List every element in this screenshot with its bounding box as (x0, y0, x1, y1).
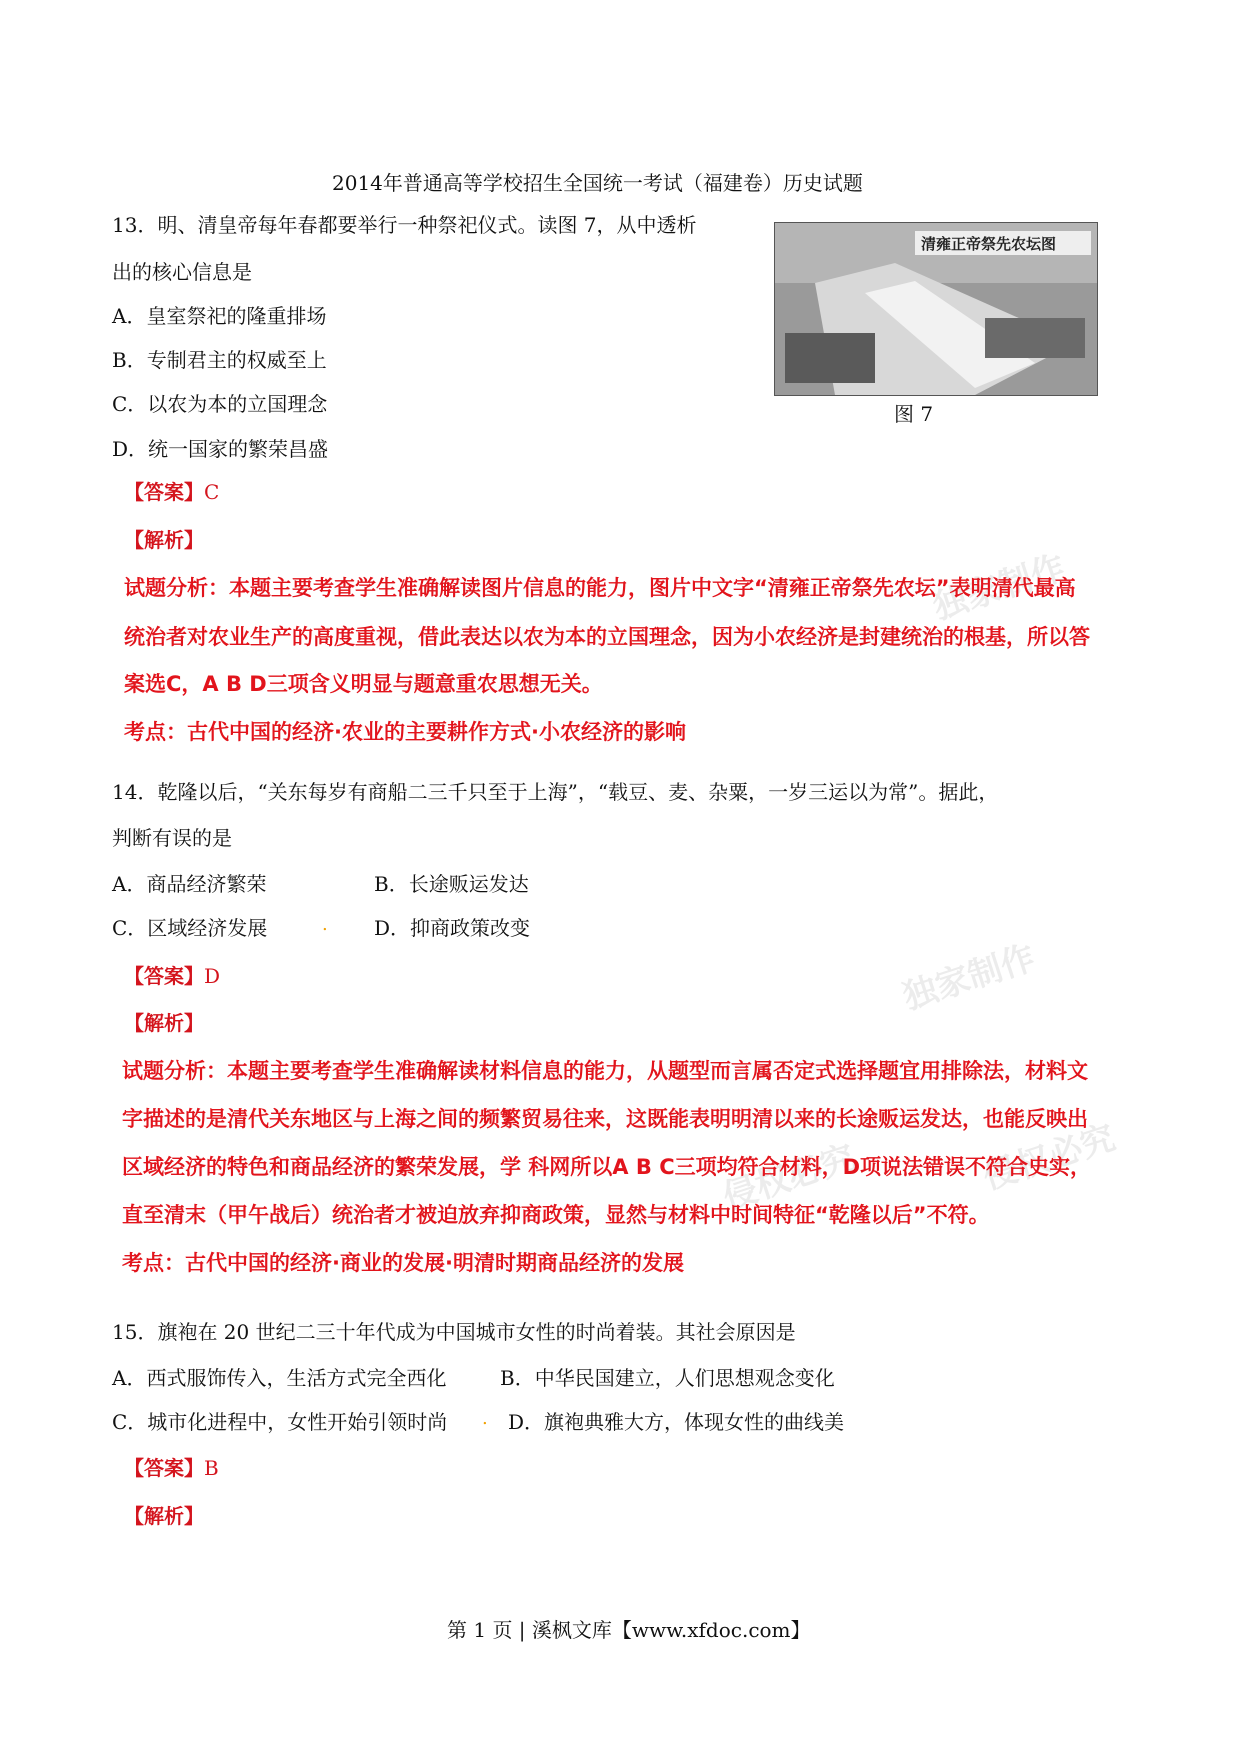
q15-answer (124, 1452, 219, 1481)
q13-answer (124, 476, 219, 505)
watermark: 侵权必究 (978, 1117, 1120, 1198)
answer-label: 【答案】 (124, 480, 204, 504)
figure-7-image (774, 222, 1098, 396)
q14-answer (124, 960, 220, 989)
q15-analysis-label: 【解析】 (124, 1504, 204, 1528)
page-footer: 第 1 页 | 溪枫文库【www.xfdoc.com】 (447, 1618, 811, 1642)
answer-label: 【答案】 (124, 1456, 204, 1480)
q13-option-c: C．以农为本的立国理念 (112, 392, 328, 416)
q14-analysis-label: 【解析】 (124, 1011, 204, 1035)
q14-analysis-line: 字描述的是清代关东地区与上海之间的频繁贸易往来，这既能表明明清以来的长途贩运发达，也能反映出 (122, 1107, 1088, 1131)
q15-option-b: B．中华民国建立，人们思想观念变化 (500, 1366, 835, 1390)
decorative-dot: . (322, 914, 328, 935)
figure-7-inner-title: 清雍正帝祭先农坛图 (921, 235, 1057, 253)
q15-option-a: A．西式服饰传入，生活方式完全西化 (112, 1366, 447, 1390)
q15-stem: 15．旗袍在 20 世纪二三十年代成为中国城市女性的时尚着装。其社会原因是 (112, 1320, 796, 1344)
watermark: 独家制作 (928, 547, 1070, 628)
q14-option-b: B．长途贩运发达 (374, 872, 529, 896)
answer-label: 【答案】 (124, 964, 204, 988)
q14-option-a: A．商品经济繁荣 (112, 872, 267, 896)
q14-analysis-line: 直至清末（甲午战后）统治者才被迫放弃抑商政策，显然与材料中时间特征“乾隆以后”不符。 (122, 1203, 990, 1227)
decorative-dot: . (482, 1408, 488, 1429)
q13-kaodian: 考点：古代中国的经济·农业的主要耕作方式·小农经济的影响 (124, 720, 686, 744)
q15-option-d: D．旗袍典雅大方，体现女性的曲线美 (508, 1410, 845, 1434)
q13-option-b: B．专制君主的权威至上 (112, 348, 327, 372)
page-title: 2014年普通高等学校招生全国统一考试（福建卷）历史试题 (332, 171, 863, 195)
q15-option-c: C．城市化进程中，女性开始引领时尚 (112, 1410, 448, 1434)
q14-stem: 14．乾隆以后，“关东每岁有商船二三千只至于上海”，“载豆、麦、杂粟，一岁三运以为常”。据此， (112, 780, 999, 804)
watermark: 独家制作 (898, 937, 1040, 1018)
q13-analysis-line: 试题分析：本题主要考查学生准确解读图片信息的能力，图片中文字“清雍正帝祭先农坛”表明清代最高 (124, 576, 1076, 600)
q13-analysis-line: 统治者对农业生产的高度重视，借此表达以农为本的立国理念，因为小农经济是封建统治的根基，所以答 (124, 625, 1090, 649)
q13-analysis-label: 【解析】 (124, 528, 204, 552)
answer-value: D (204, 964, 221, 988)
q14-stem-2: 判断有误的是 (112, 826, 232, 850)
figure-7-caption: 图 7 (894, 402, 934, 426)
q13-stem: 13．明、清皇帝每年春都要举行一种祭祀仪式。读图 7，从中透析 (112, 213, 697, 237)
answer-value: C (204, 480, 220, 504)
watermark: 侵权必究 (718, 1137, 860, 1218)
q14-option-d: D．抑商政策改变 (374, 916, 531, 940)
q13-option-a: A．皇室祭祀的隆重排场 (112, 304, 327, 328)
q14-analysis-line: 试题分析：本题主要考查学生准确解读材料信息的能力，从题型而言属否定式选择题宜用排除法，材料文 (122, 1059, 1088, 1083)
q13-option-d: D．统一国家的繁荣昌盛 (112, 437, 329, 461)
answer-value: B (204, 1456, 219, 1480)
q14-kaodian: 考点：古代中国的经济·商业的发展·明清时期商品经济的发展 (122, 1251, 684, 1275)
q14-option-c: C．区域经济发展 (112, 916, 268, 940)
q13-analysis-line: 案选C，A B D三项含义明显与题意重农思想无关。 (124, 672, 603, 696)
q14-analysis-line: 区域经济的特色和商品经济的繁荣发展，学 科网所以A B C三项均符合材料，D项说法错误不符合史实， (122, 1155, 1092, 1179)
q13-stem-2: 出的核心信息是 (112, 260, 252, 284)
